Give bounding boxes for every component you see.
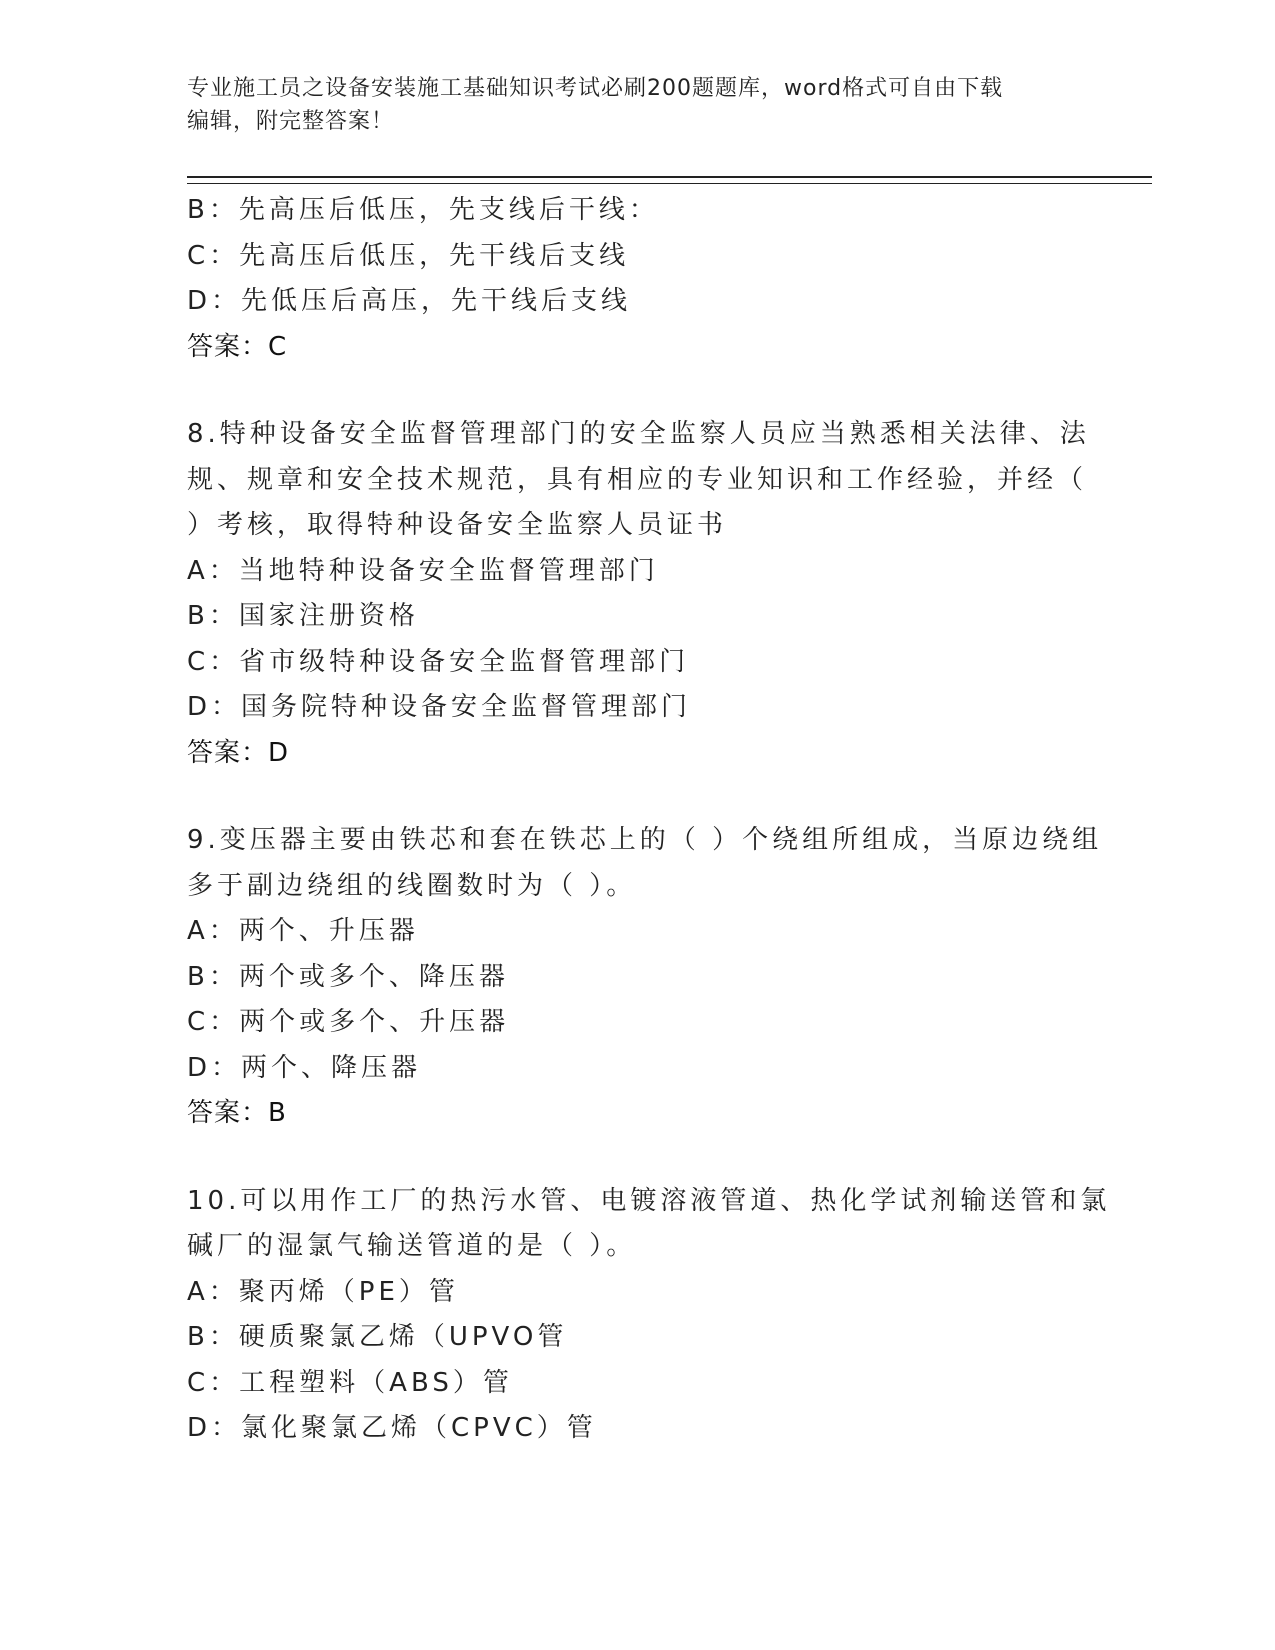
question-block <box>187 412 1090 776</box>
option-d: D：国务院特种设备安全监督管理部门 <box>187 692 692 722</box>
question-block <box>187 1179 1111 1452</box>
document-body <box>187 188 1111 1452</box>
header-title-line2: 编辑，附完整答案！ <box>187 109 395 134</box>
answer-label: 答案：D <box>187 737 290 768</box>
header-title-line1: 专业施工员之设备安装施工基础知识考试必刷200题题库，word格式可自由下载 <box>187 76 1004 101</box>
question-line: 规、规章和安全技术规范，具有相应的专业知识和工作经验，并经（ <box>187 464 1088 495</box>
question-text <box>187 1179 1111 1270</box>
option-c: C：先高压后低压，先干线后支线 <box>187 240 630 271</box>
option-b: B：两个或多个、降压器 <box>187 961 509 992</box>
header-divider-thin <box>187 183 1152 184</box>
document-header <box>187 72 1067 138</box>
option-c: C：工程塑料（ABS）管 <box>187 1367 513 1398</box>
question-text <box>187 818 1103 909</box>
header-divider-thick <box>187 176 1152 178</box>
option-b: B：先高压后低压，先支线后干线： <box>187 195 659 225</box>
prev-question-block <box>187 188 1087 370</box>
option-c: C：省市级特种设备安全监督管理部门 <box>187 646 690 677</box>
question-line: ）考核，取得特种设备安全监察人员证书 <box>187 510 728 540</box>
option-b: B：硬质聚氯乙烯（UPVO管 <box>187 1322 568 1352</box>
option-c: C：两个或多个、升压器 <box>187 1007 510 1037</box>
option-d: D：氯化聚氯乙烯（CPVC）管 <box>187 1413 597 1443</box>
option-a: A：两个、升压器 <box>187 916 419 946</box>
question-line: 8.特种设备安全监督管理部门的安全监察人员应当熟悉相关法律、法 <box>187 419 1090 449</box>
option-a: A：当地特种设备安全监督管理部门 <box>187 555 659 586</box>
question-text <box>187 412 1090 549</box>
question-block <box>187 818 1103 1137</box>
question-line: 多于副边绕组的线圈数时为（ ）。 <box>187 870 637 901</box>
option-d: D：先低压后高压，先干线后支线 <box>187 286 632 316</box>
answer-label: 答案：B <box>187 1098 287 1128</box>
option-d: D：两个、降压器 <box>187 1052 422 1083</box>
option-b: B：国家注册资格 <box>187 601 419 631</box>
question-line: 9.变压器主要由铁芯和套在铁芯上的（ ）个绕组所组成，当原边绕组 <box>187 825 1103 855</box>
question-line: 10.可以用作工厂的热污水管、电镀溶液管道、热化学试剂输送管和氯 <box>187 1185 1111 1216</box>
answer-label: 答案：C <box>187 331 288 362</box>
option-a: A：聚丙烯（PE）管 <box>187 1276 459 1307</box>
question-line: 碱厂的湿氯气输送管道的是（ ）。 <box>187 1231 637 1261</box>
